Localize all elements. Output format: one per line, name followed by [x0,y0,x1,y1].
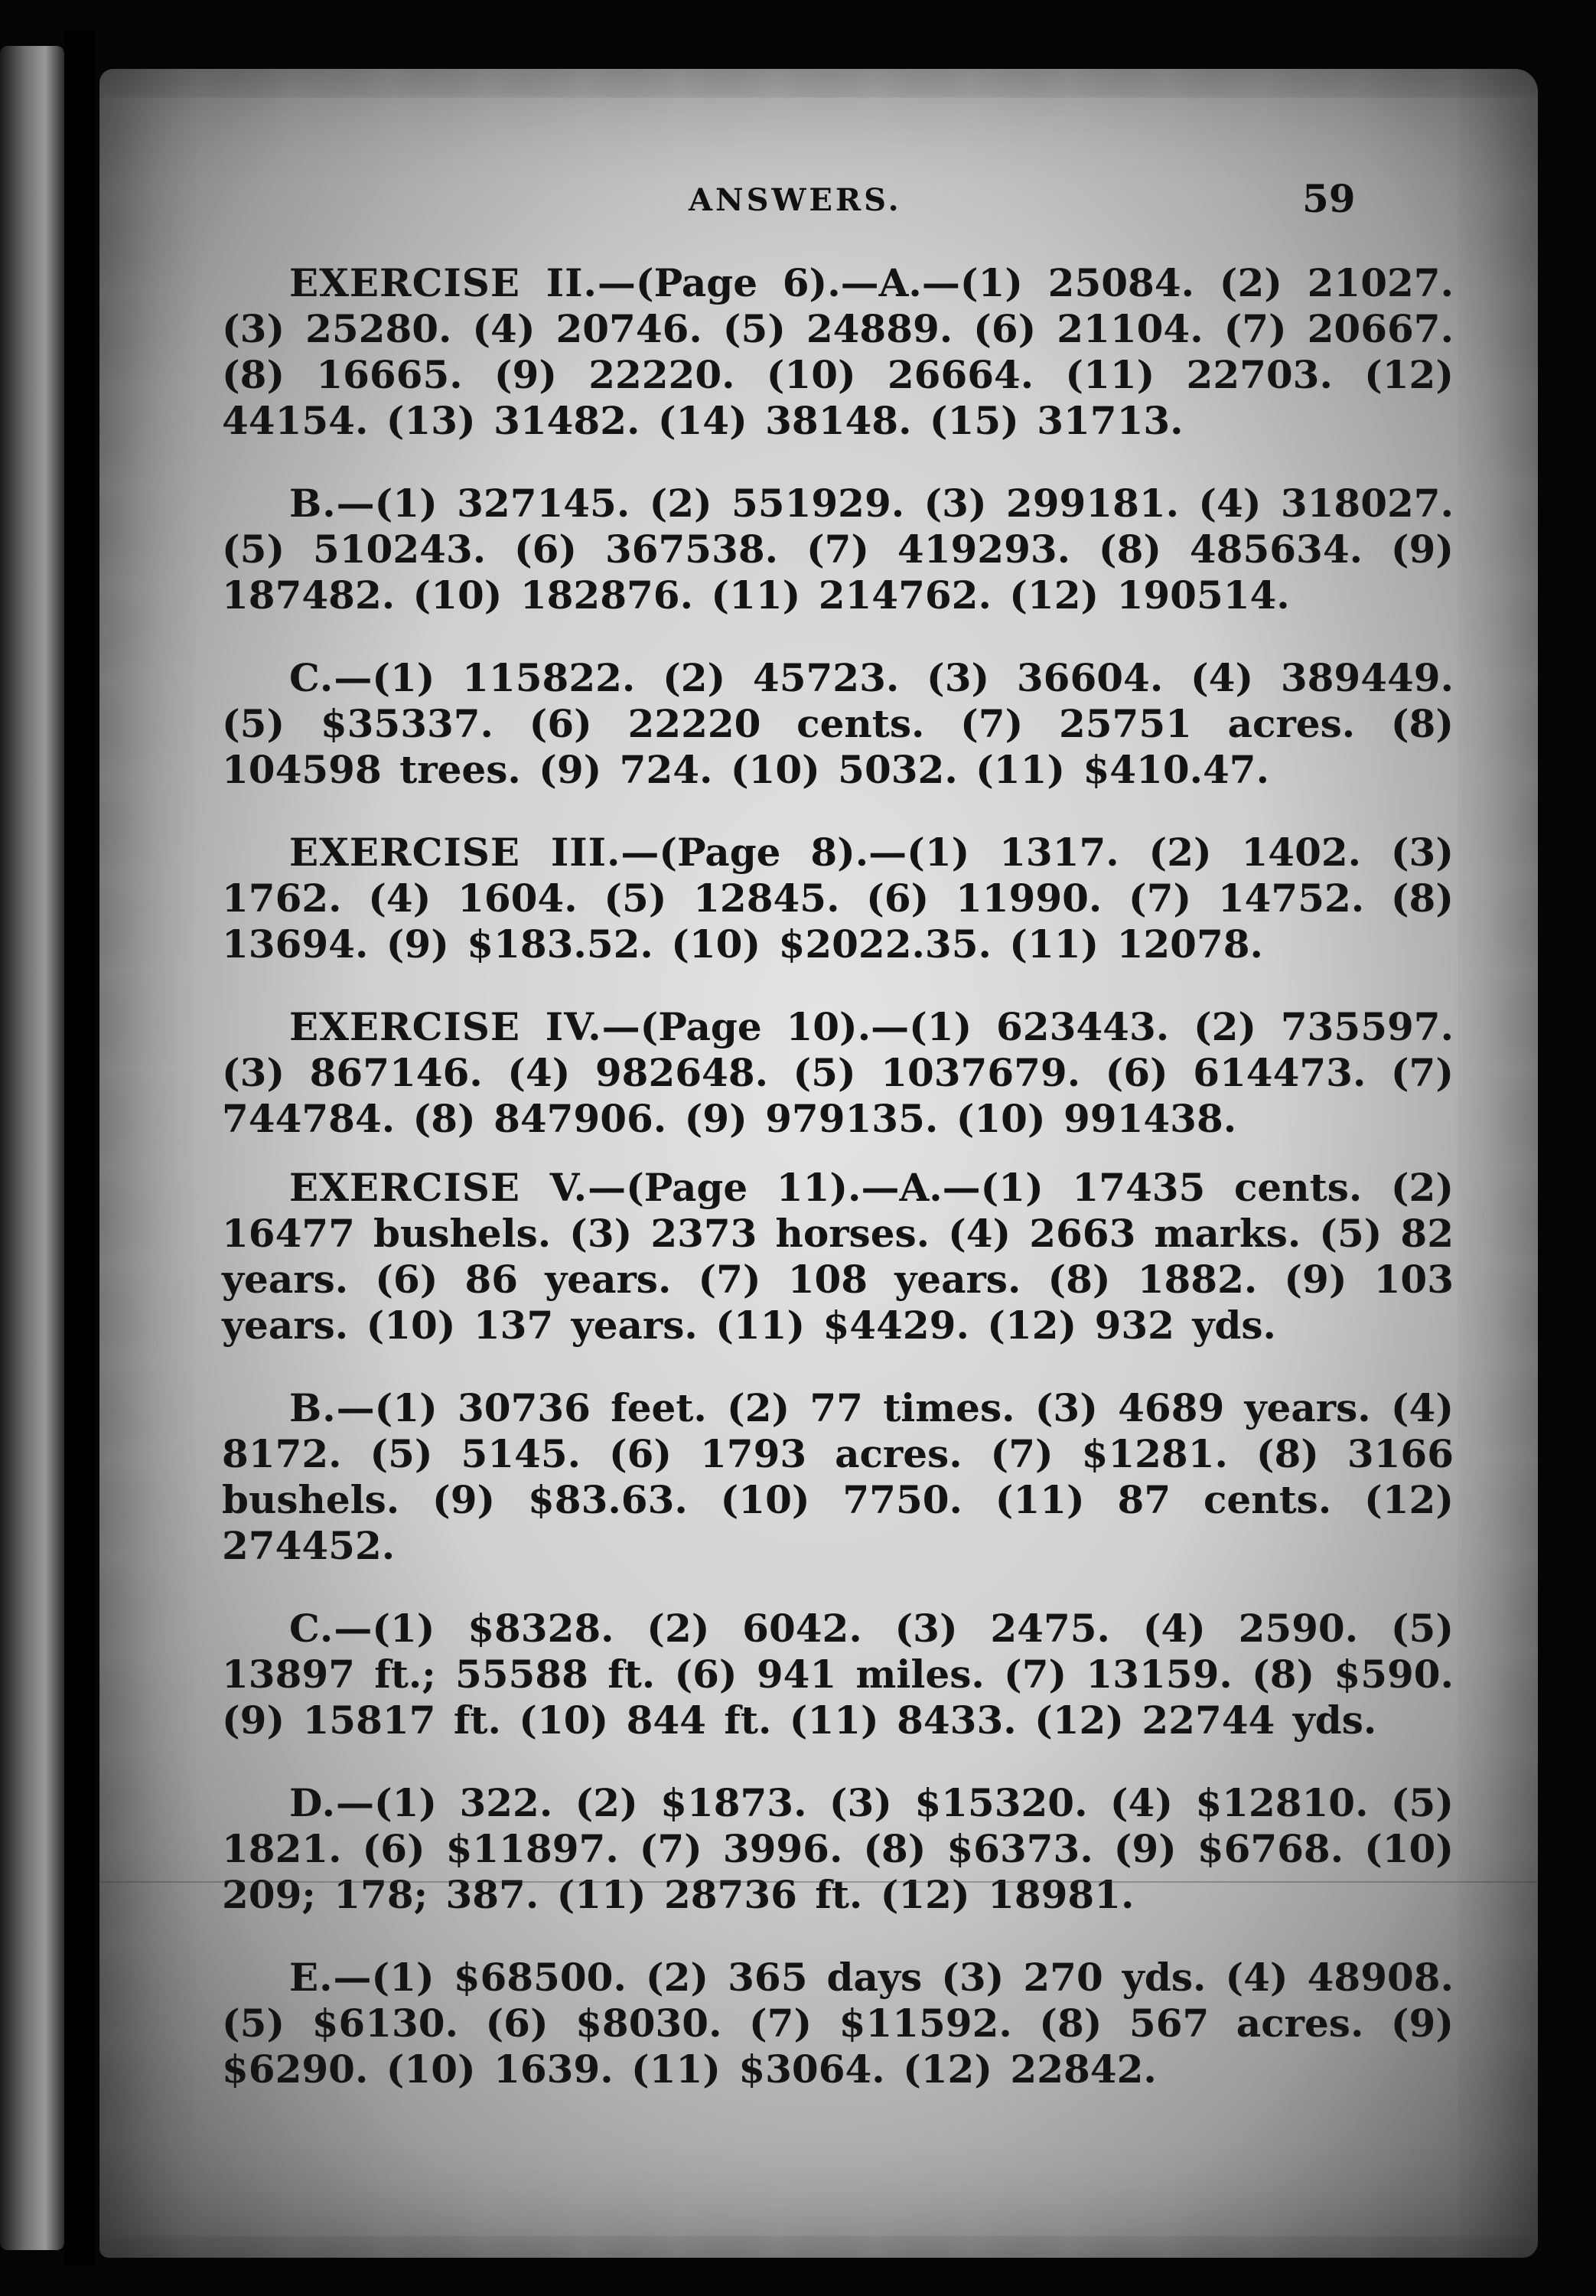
exercise-2-a-answers [222,260,1454,444]
paragraph-text: —(1) 30736 feet. (2) 77 times. (3) 4689 years. (4) 8172. (5) 5145. (6) 1793 acres. (7) $1281. (8) 3166 bushels. (9) $83.63. (10) 7750. (11) 87 cents. (12) 274452. [222,1385,1454,1568]
paragraph-text: —(Page 11).—A.—(1) 17435 cents. (2) 16477 bushels. (3) 2373 horses. (4) 2663 marks. (5) 82 years. (6) 86 years. (7) 108 years. (8) 1882. (9) 103 years. (10) 137 years. (11) $4429. (12) 932 yds. [222,1165,1454,1348]
paragraph-text: —(1) 115822. (2) 45723. (3) 36604. (4) 389449. (5) $35337. (6) 22220 cents. (7) 25751 acres. (8) 104598 trees. (9) 724. (10) 5032. (11) $410.47. [222,655,1454,792]
answers-body [222,260,1454,2129]
exercise-2-c-answers [222,655,1454,793]
paragraph-lead: C. [289,1606,334,1651]
exercise-2-b-answers [222,481,1454,618]
paragraph-lead: D. [289,1780,336,1825]
running-head: ANSWERS. [689,182,902,218]
exercise-5-b-answers [222,1385,1454,1569]
paragraph-lead: E. [289,1955,334,2000]
paragraph-text: —(Page 8).—(1) 1317. (2) 1402. (3) 1762. (4) 1604. (5) 12845. (6) 11990. (7) 14752. (8) 13694. (9) $183.52. (10) $2022.35. (11) 12078. [222,830,1454,967]
paragraph-lead: EXERCISE III. [289,830,621,875]
paragraph-text: —(1) $8328. (2) 6042. (3) 2475. (4) 2590. (5) 13897 ft.; 55588 ft. (6) 941 miles. (7) 13159. (8) $590. (9) 15817 ft. (10) 844 ft. (11) 8433. (12) 22744 yds. [222,1606,1454,1743]
exercise-5-c-answers [222,1606,1454,1743]
book-gutter [64,31,95,2265]
paragraph-text: —(Page 6).—A.—(1) 25084. (2) 21027. (3) 25280. (4) 20746. (5) 24889. (6) 21104. (7) 20667. (8) 16665. (9) 22220. (10) 26664. (11) 22703. (12) 44154. (13) 31482. (14) 38148. (15) 31713. [222,260,1454,443]
exercise-4-answers [222,1004,1454,1142]
paragraph-lead: B. [289,1385,337,1430]
paragraph-lead: B. [289,481,337,526]
paragraph-lead: C. [289,655,334,700]
paragraph-text: —(Page 10).—(1) 623443. (2) 735597. (3) 867146. (4) 982648. (5) 1037679. (6) 614473. (7) 744784. (8) 847906. (9) 979135. (10) 991438. [222,1004,1454,1141]
paragraph-text: —(1) 322. (2) $1873. (3) $15320. (4) $12810. (5) 1821. (6) $11897. (7) 3996. (8) $6373. (9) $6768. (10) 209; 178; 387. (11) 28736 ft. (12) 18981. [222,1780,1454,1917]
paragraph-text: —(1) $68500. (2) 365 days (3) 270 yds. (4) 48908. (5) $6130. (6) $8030. (7) $11592. (8) 567 acres. (9) $6290. (10) 1639. (11) $3064. (12) 22842. [222,1955,1454,2092]
page-header [99,176,1538,236]
exercise-3-answers [222,830,1454,967]
exercise-5-a-answers [222,1165,1454,1349]
paragraph-lead: EXERCISE II. [289,260,598,305]
facing-page-edge [0,46,64,2250]
exercise-5-e-answers [222,1955,1454,2092]
book-page [99,69,1538,2258]
paragraph-lead: EXERCISE IV. [289,1004,602,1049]
page-number: 59 [1302,176,1356,221]
paragraph-lead: EXERCISE V. [289,1165,588,1210]
exercise-5-d-answers [222,1780,1454,1918]
paragraph-text: —(1) 327145. (2) 551929. (3) 299181. (4) 318027. (5) 510243. (6) 367538. (7) 419293. (8) 485634. (9) 187482. (10) 182876. (11) 214762. (12) 190514. [222,481,1454,618]
